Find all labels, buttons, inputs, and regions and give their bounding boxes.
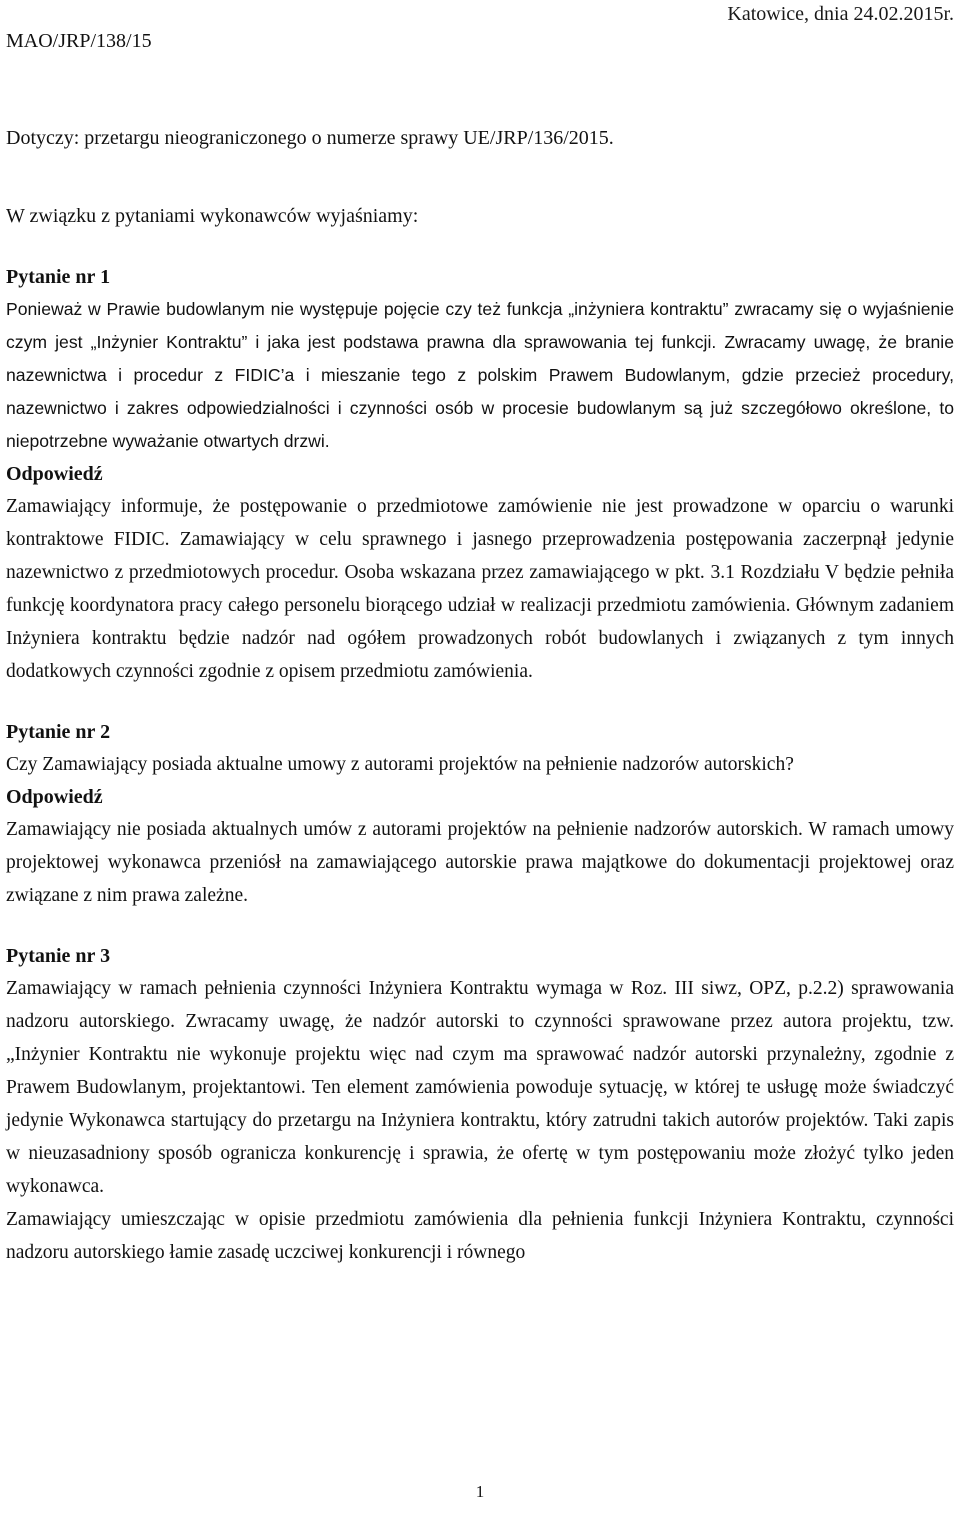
question-block-3 <box>6 940 954 1269</box>
question-text: Czy Zamawiający posiada aktualne umowy z autorami projektów na pełnienie nadzorów autorskich? <box>6 754 794 775</box>
answer-heading: Odpowiedź <box>6 463 103 485</box>
question-text: Zamawiający w ramach pełnienia czynności Inżyniera Kontraktu wymaga w Roz. III siwz, OPZ, p.2.2) sprawowania nadzoru autorskiego. Zwracamy uwagę, że nadzór autorski to czynności sprawowane przez autora projektu, tzw. „Inżynier Kontraktu nie wykonuje projektu więc nad czym ma sprawować nadzór autorski przynależny, zgodnie z Prawem Budowlanym, projektantowi. Ten element zamówienia powoduje sytuację, w której te usługę może świadczyć jedynie Wykonawca startujący do przetargu na Inżyniera kontraktu, który zatrudni takich autorów projektów. Taki zapis w nieuzasadniony sposób ogranicza konkurencję i sprawia, że ofertę w tym postępowaniu może złożyć tylko jeden wykonawca. <box>6 978 954 1197</box>
question-block-1 <box>6 261 954 688</box>
spacer <box>6 912 954 940</box>
answer-text: Zamawiający informuje, że postępowanie o przedmiotowe zamówienie nie jest prowadzone w oparciu o warunki kontraktowe FIDIC. Zamawiający w celu sprawnego i jasnego przeprowadzenia postępowania zaczerpnął jedynie nazewnictwo z przedmiotowych procedur. Osoba wskazana przez zamawiającego w pkt. 3.1 Rozdziału V będzie pełniła funkcję koordynatora pracy całego personelu biorącego udział w realizacji przedmiotu zamówienia. Głównym zadaniem Inżyniera kontraktu będzie nadzór nad ogółem prowadzonych robót budowlanych i związanych z tym innych dodatkowych czynności zgodnie z opisem przedmiotu zamówienia. <box>6 496 954 682</box>
question-text-continued: Zamawiający umieszczając w opisie przedmiotu zamówienia dla pełnienia funkcji Inżyniera Kontraktu, czynności nadzoru autorskiego łamie zasadę uczciwej konkurencji i równego <box>6 1209 954 1263</box>
answer-text: Zamawiający nie posiada aktualnych umów z autorami projektów na pełnienie nadzorów autorskich. W ramach umowy projektowej wykonawca przeniósł na zamawiającego autorskie prawa majątkowe do dokumentacji projektowej oraz związane z nim prawa zależne. <box>6 819 954 906</box>
question-heading: Pytanie nr 1 <box>6 266 111 288</box>
questions-section <box>6 261 954 1269</box>
subject-line: Dotyczy: przetargu nieograniczonego o numerze sprawy UE/JRP/136/2015. <box>6 127 614 149</box>
place-and-date: Katowice, dnia 24.02.2015r. <box>727 3 954 25</box>
spacer <box>6 688 954 716</box>
intro-line: W związku z pytaniami wykonawców wyjaśniamy: <box>6 205 419 227</box>
letter-header <box>6 0 954 60</box>
question-block-2 <box>6 716 954 912</box>
case-reference: MAO/JRP/138/15 <box>6 30 152 52</box>
question-heading: Pytanie nr 2 <box>6 721 111 743</box>
question-heading: Pytanie nr 3 <box>6 945 111 967</box>
page-number: 1 <box>475 1482 485 1501</box>
answer-heading: Odpowiedź <box>6 786 103 808</box>
question-text: Ponieważ w Prawie budowlanym nie występuje pojęcie czy też funkcja „inżyniera kontraktu” zwracamy się o wyjaśnienie czym jest „Inżynier Kontraktu” i jaka jest podstawa prawna dla sprawowania tej funkcji. Zwracamy uwagę, że branie nazewnictwa i procedur z FIDIC’a i mieszanie tego z polskim Prawem Budowlanym, gdzie przecież procedury, nazewnictwo i zakres odpowiedzialności i czynności osób w procesie budowlanym są już szczegółowo określone, to niepotrzebne wyważanie otwartych drzwi. <box>6 299 954 451</box>
